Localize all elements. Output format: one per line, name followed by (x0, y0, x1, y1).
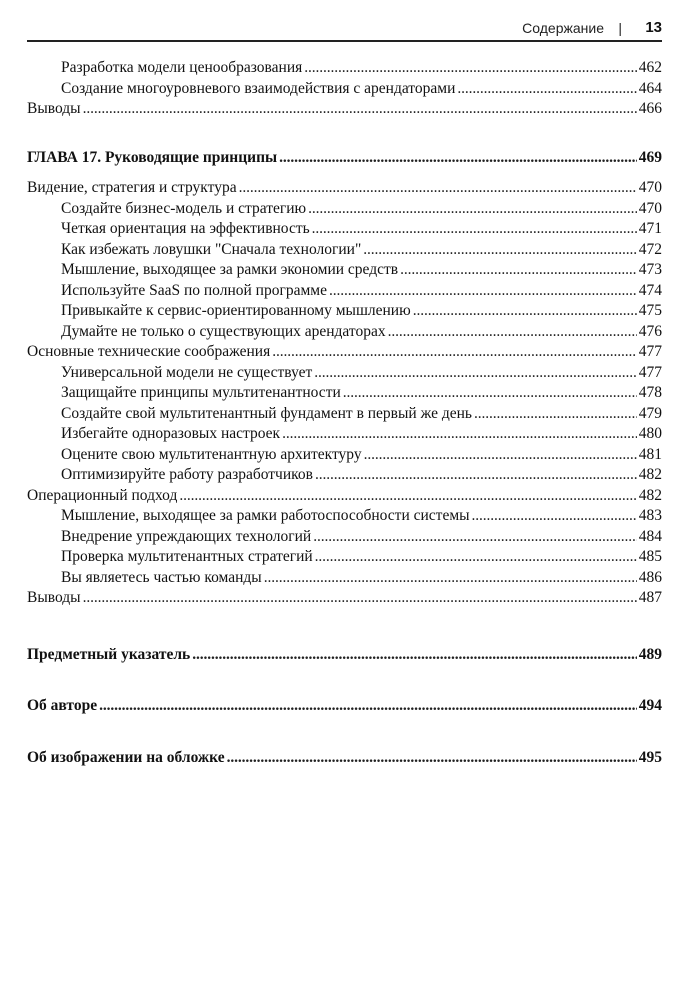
toc-entry: Как избежать ловушки "Сначала технологии" . . . 472 (27, 240, 662, 261)
header-page-number: 13 (645, 19, 662, 36)
header-separator: | (618, 20, 622, 36)
toc-section: Операционный подход . . . 482 (27, 486, 662, 507)
toc-entry: Четкая ориентация на эффективность . . . 471 (27, 219, 662, 240)
toc-entry: Защищайте принципы мультитенантности . . . 478 (27, 383, 662, 404)
toc-entry: Привыкайте к сервис-ориентированному мышлению . . . 475 (27, 301, 662, 322)
running-header (27, 0, 662, 42)
toc-entry: Внедрение упреждающих технологий . . . 484 (27, 527, 662, 548)
toc-entry: Разработка модели ценообразования . . . 462 (27, 58, 662, 79)
toc-entry: Проверка мультитенантных стратегий . . . 485 (27, 547, 662, 568)
toc-section: Видение, стратегия и структура . . . 470 (27, 178, 662, 199)
toc-chapter-heading: ГЛАВА 17. Руководящие принципы . . . 469 (27, 148, 662, 169)
toc-entry: Универсальной модели не существует . . . 477 (27, 363, 662, 384)
toc-about-author-entry: Об авторе . . . 494 (27, 696, 662, 717)
toc-entry: Избегайте одноразовых настроек . . . 480 (27, 424, 662, 445)
toc-entry-conclusions: Выводы . . . 487 (27, 588, 662, 609)
toc-entry: Создание многоуровневого взаимодействия с арендаторами . . . 464 (27, 79, 662, 100)
toc-entry: Мышление, выходящее за рамки работоспособности системы . . . 483 (27, 506, 662, 527)
toc-index-entry: Предметный указатель . . . 489 (27, 645, 662, 666)
table-of-contents (27, 58, 662, 768)
toc-about-cover-entry: Об изображении на обложке . . . 495 (27, 748, 662, 769)
toc-entry: Вы являетесь частью команды . . . 486 (27, 568, 662, 589)
toc-entry: Используйте SaaS по полной программе . . . 474 (27, 281, 662, 302)
toc-entry: Думайте не только о существующих арендаторах . . . 476 (27, 322, 662, 343)
toc-entry: Создайте свой мультитенантный фундамент в первый же день . . . 479 (27, 404, 662, 425)
header-section-title: Содержание (522, 20, 604, 36)
toc-entry-conclusions: Выводы . . . 466 (27, 99, 662, 120)
toc-section: Основные технические соображения . . . 477 (27, 342, 662, 363)
toc-entry: Мышление, выходящее за рамки экономии средств . . . 473 (27, 260, 662, 281)
toc-entry: Оцените свою мультитенантную архитектуру . . . 481 (27, 445, 662, 466)
toc-entry: Создайте бизнес-модель и стратегию . . . 470 (27, 199, 662, 220)
toc-entry: Оптимизируйте работу разработчиков . . . 482 (27, 465, 662, 486)
